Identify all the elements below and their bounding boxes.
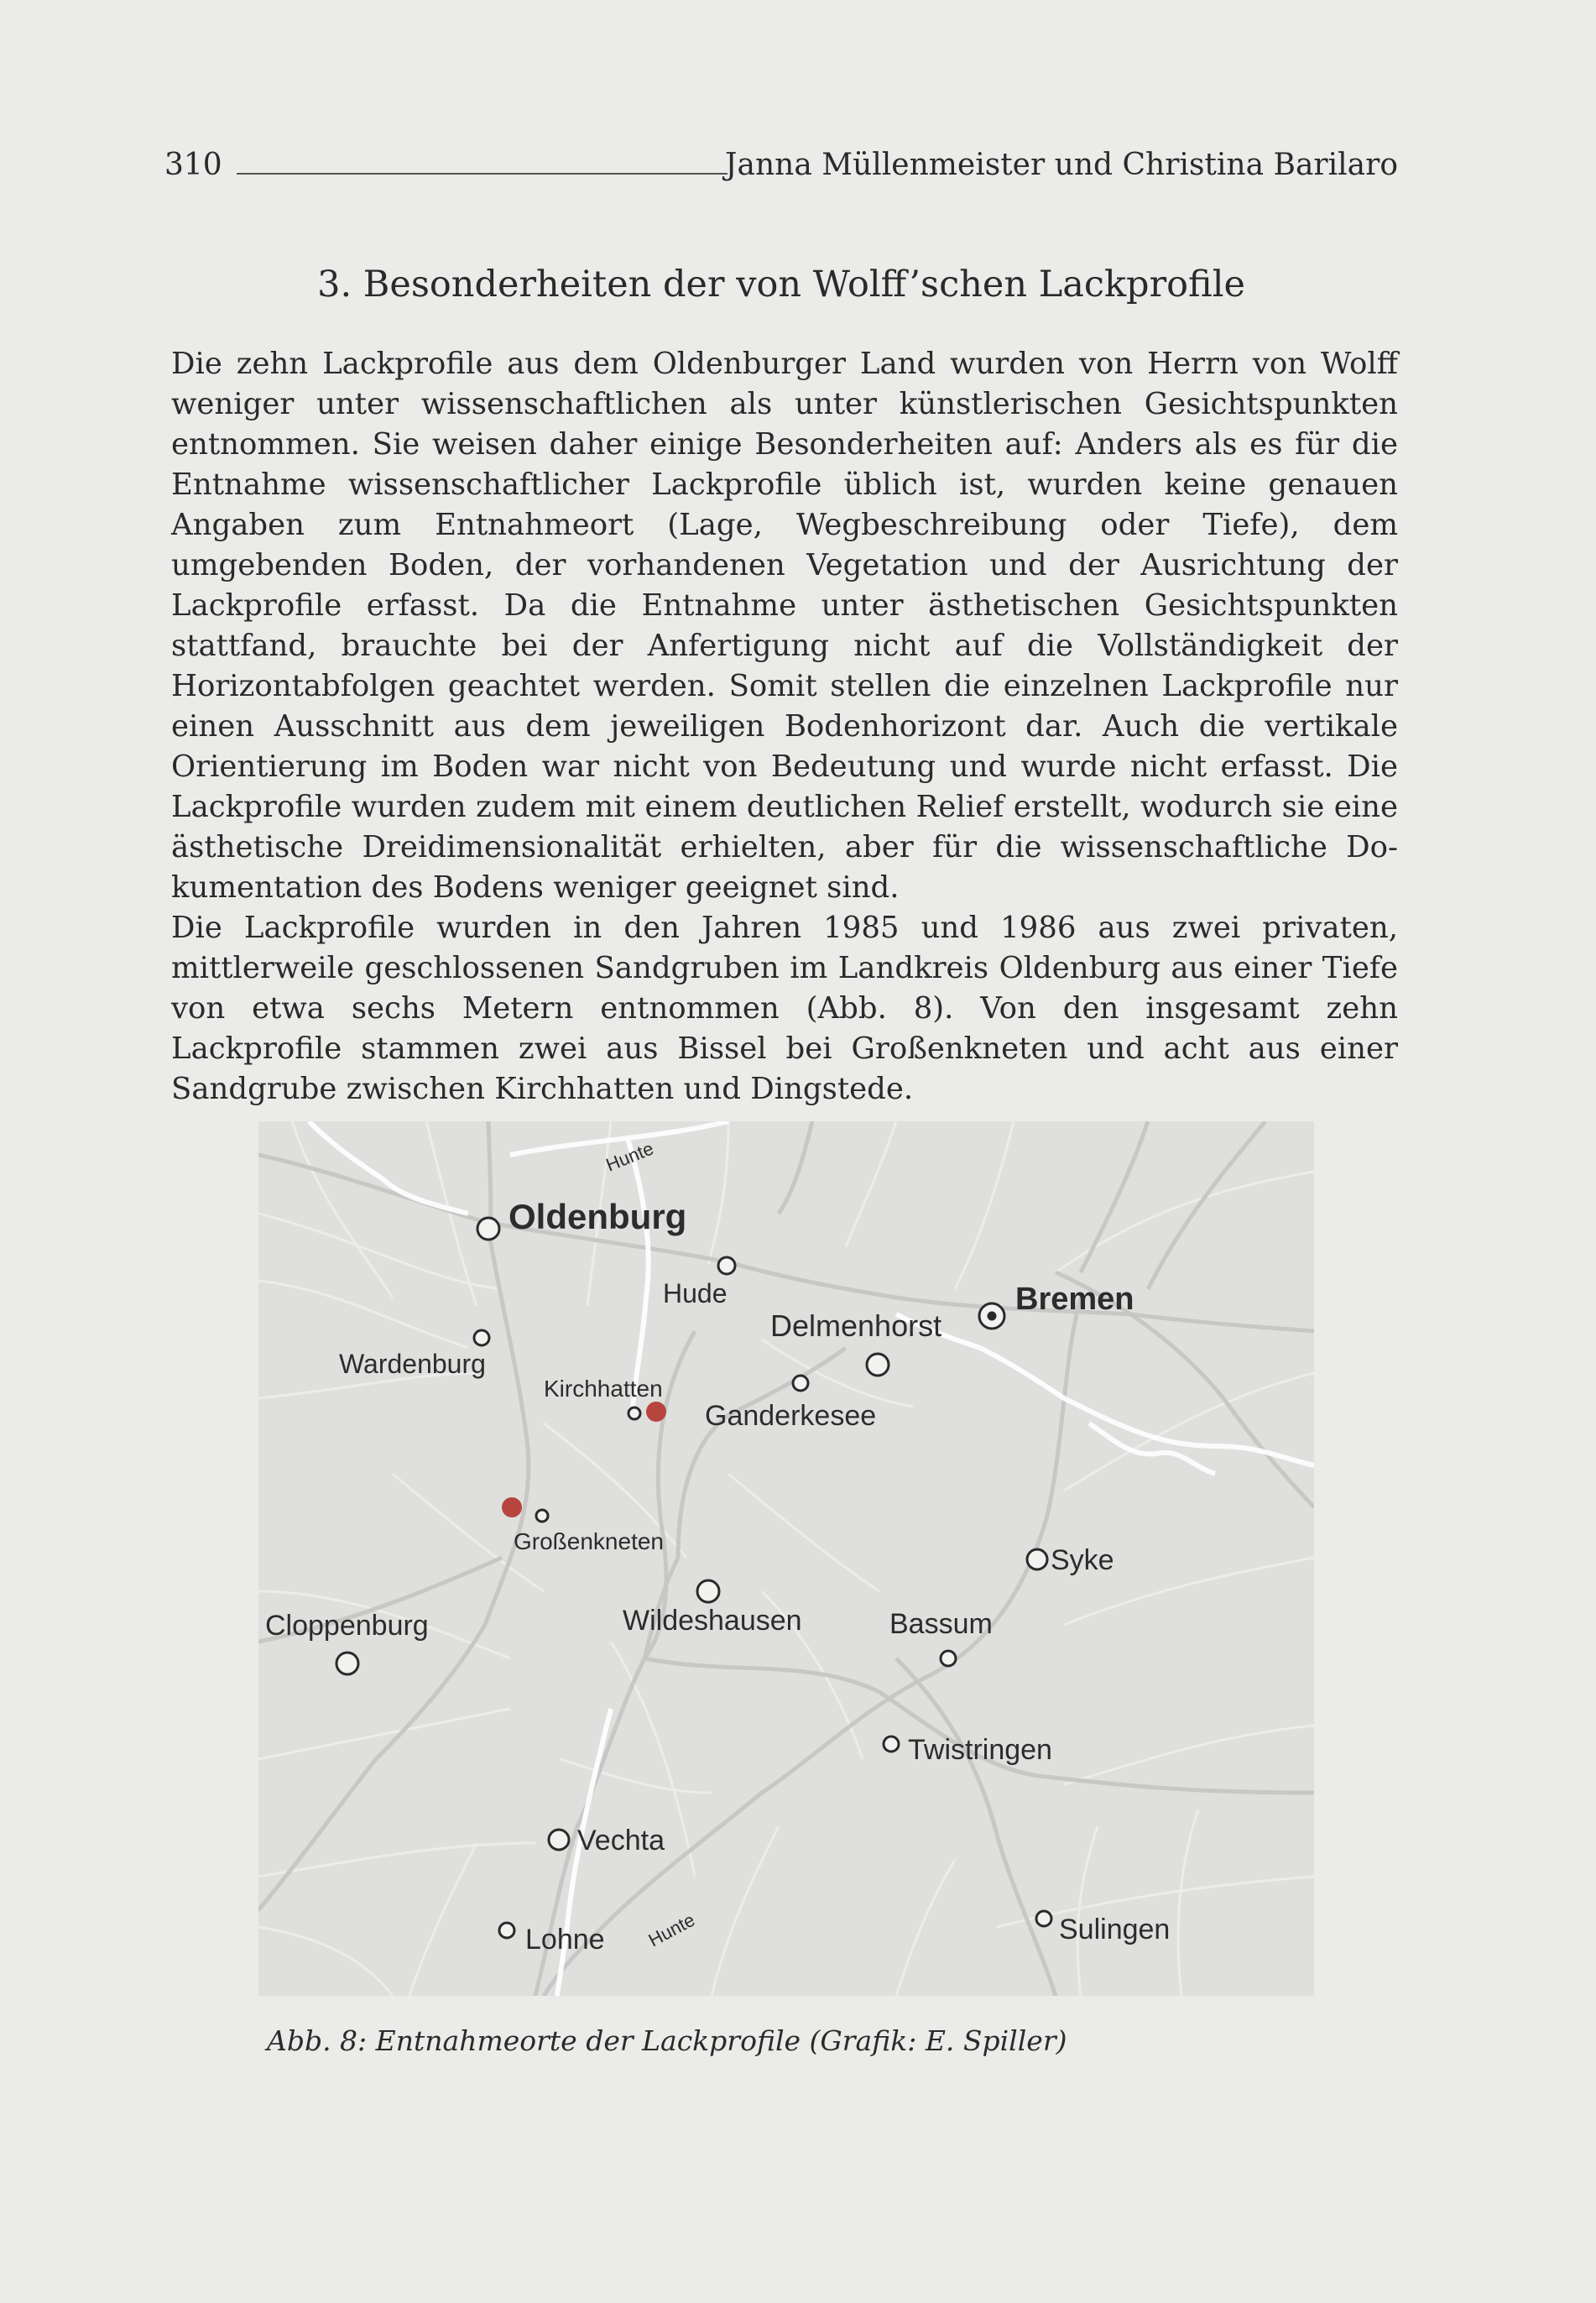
city-label-oldenburg: Oldenburg [509,1197,687,1236]
section-heading: 3. Besonderheiten der von Wolff’schen Lackprofile [317,264,1245,306]
paragraph-2: Die Lackprofile wurden in den Jahren 1985 und 1986 aus zwei privaten, mittlerweile geschlossenen Sandgruben im Landkreis Oldenburg aus einer Tiefe von etwa sechs Metern entnommen (Abb. 8). Von den insgesamt zehn Lackprofile stammen zwei aus Bissel bei Großenkneten und acht aus einer Sandgrube zwischen Kirchhatten und Dingstede. [171,911,1398,1106]
city-label-delmenhorst: Delmenhorst [770,1308,942,1343]
lohne-marker [499,1923,514,1938]
city-label-cloppenburg: Cloppenburg [265,1610,429,1642]
city-label-hude: Hude [663,1278,728,1308]
bremen-marker-center [988,1312,997,1321]
figure-caption: Abb. 8: Entnahmeorte der Lackprofile (Grafik: E. Spiller) [267,2024,1067,2057]
paragraph-1: Die zehn Lackprofile aus dem Oldenburger Land wurden von Herrn von Wolff weniger unter wissenschaftlichen als unter künstlerischen Gesichtspunkten entnommen. Sie weisen daher einige Besonderheiten auf: Anders als es für die Entnahme wissenschaftlicher Lackprofile üblich ist, wurden keine genauen Angaben zum Entnahmeort (Lage, Wegbeschreibung oder Tiefe), dem umgebenden Boden, der vorhandenen Vegetation und der Ausrichtung der Lackprofile erfasst. Da die Entnahme unter ästhetischen Gesichtspunkten stattfand, brauchte bei der Anfertigung nicht auf die Vollständigkeit der Horizontabfolgen geachtet werden. Somit stellen die einzelnen Lackprofile nur einen Ausschnitt aus dem jeweiligen Bodenhorizont dar. Auch die vertikale Orientierung im Boden war nicht von Bedeutung und wurde nicht erfasst. Die Lackprofile wurden zudem mit einem deutlichen Relief erstellt, wodurch sie eine ästhetische Dreidimensionalität erhielten, aber für die wissenschaftliche Dokumentation des Bodens weniger geeignet sind. [171,347,1398,905]
grossenkneten-marker [536,1510,548,1522]
city-label-bassum: Bassum [889,1608,993,1640]
city-label-ganderkesee: Ganderkesee [705,1400,877,1432]
city-label-wildeshausen: Wildeshausen [623,1605,802,1637]
vechta-marker [549,1830,569,1850]
hude-marker [718,1257,735,1274]
city-label-wardenburg: Wardenburg [339,1349,486,1379]
delmenhorst-marker [867,1354,889,1376]
kirchhatten-marker [628,1407,640,1419]
map-figure [258,1121,1314,1996]
site-marker-kirchhatten [646,1402,666,1422]
river-label-hunte-north: Hunte [602,1137,657,1176]
map-graphic [258,1121,1314,1996]
city-label-lohne: Lohne [525,1924,605,1956]
site-marker-grossenkneten [502,1497,522,1517]
oldenburg-marker [477,1218,499,1240]
wardenburg-marker [474,1330,489,1345]
city-label-vechta: Vechta [577,1825,665,1856]
page-header [164,148,1398,191]
body-text [171,344,1398,1110]
twistringen-marker [884,1736,899,1752]
sulingen-marker [1036,1911,1051,1926]
city-label-syke: Syke [1051,1544,1114,1576]
river-label-hunte-south: Hunte [644,1909,699,1951]
city-label-kirchhatten: Kirchhatten [544,1376,663,1402]
city-label-grossenkneten: Großenkneten [514,1528,664,1554]
city-label-twistringen: Twistringen [908,1734,1052,1766]
city-label-bremen: Bremen [1015,1282,1134,1317]
syke-marker [1027,1549,1047,1569]
map-background [258,1121,1314,1996]
ganderkesee-marker [793,1376,808,1391]
header-rule [237,173,728,175]
wildeshausen-marker [697,1580,719,1602]
city-label-sulingen: Sulingen [1059,1914,1171,1945]
page-number: 310 [164,148,222,182]
bassum-marker [941,1651,956,1666]
cloppenburg-marker [336,1653,358,1674]
running-title: Janna Müllenmeister und Christina Barilaro [725,148,1398,182]
